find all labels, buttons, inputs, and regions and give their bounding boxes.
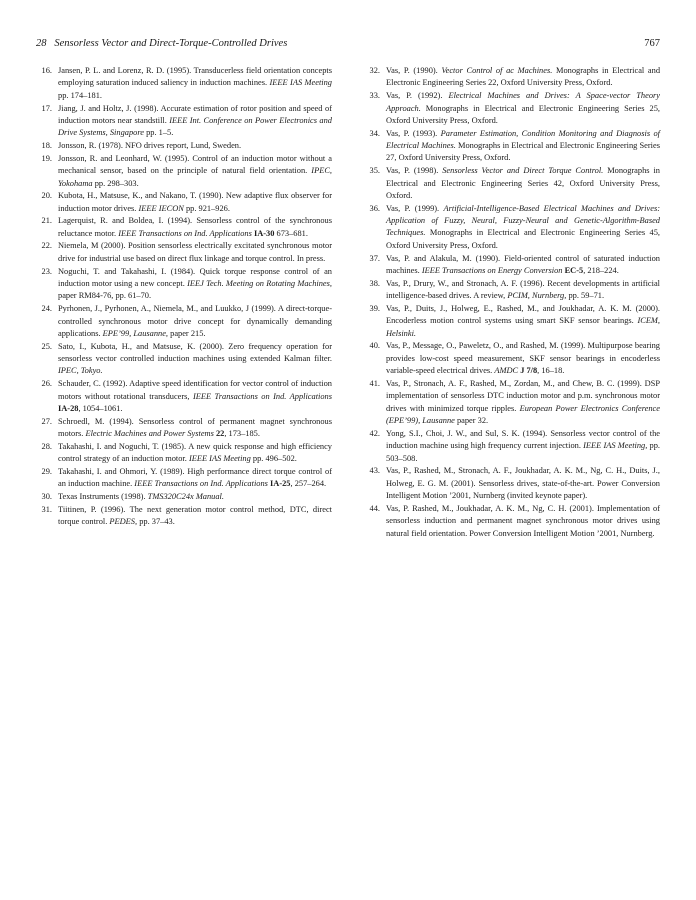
reference-number: 30. (41, 491, 52, 501)
reference-text: Vas, P., Duits, J., Holweg, E., Rashed, M., and Joukhadar, A. K. M. (2000). Encoderless motion control systems using smart SKF sensor bearings. (386, 303, 660, 326)
reference-text: , 16–18. (537, 366, 565, 376)
reference-text: IEEE IAS Meeting, (583, 441, 648, 451)
reference-entry (36, 103, 332, 140)
reference-text: Monographs in Electrical and Electronic Engineering Series 25, Oxford University Press, Oxford. (386, 103, 660, 125)
reference-text: Schauder, C. (1992). Adaptive speed identification for vector control of induction motors without rotational transducers, (58, 379, 332, 401)
references-column-left (36, 65, 332, 529)
reference-text: IEEE IECON (138, 203, 184, 213)
reference-text: Vas, P. and Alakula, M. (1990). Field-oriented control of saturated induction machines. (386, 253, 660, 275)
reference-entry (36, 491, 332, 503)
reference-text: Jonsson, R. (1978). NFO drives report, Lund, Sweden. (58, 141, 242, 151)
reference-text: , 1054–1061. (78, 403, 123, 413)
reference-text: Artificial-Intelligence-Based Electrical Machines and Drives: Application of Fuzzy, Neural, Fuzzy-Neural and Genetic-Algorithm-Based Techniques. (386, 203, 660, 238)
reference-text: pp. 1–5. (143, 128, 174, 138)
reference-text: EPE’99, Lausanne, (102, 328, 169, 338)
chapter-title: Sensorless Vector and Direct-Torque-Controlled Drives (54, 38, 288, 49)
reference-text: Jonsson, R. and Leonhard, W. (1995). Control of an induction motor without a mechanical sensor, based on the principle of natural field orientation. (58, 153, 332, 176)
reference-entry (36, 266, 332, 303)
reference-entry (364, 203, 660, 253)
reference-text: IPEC, Yokohama (58, 166, 332, 188)
reference-text: Monographs in Electrical and Electronic Engineering Series 27, Oxford University Press, Oxford. (386, 141, 660, 163)
reference-text: IEEE Int. Conference on Power Electronics and Drive Systems, Singapore (58, 115, 332, 138)
reference-entry (36, 378, 332, 415)
reference-text: TMS320C24x Manual. (147, 491, 224, 501)
references-column-right (364, 65, 660, 540)
reference-entry (364, 303, 660, 340)
reference-text: Electric Machines and Power Systems (85, 429, 214, 439)
reference-text: IA-28 (58, 403, 79, 413)
reference-entry (364, 340, 660, 377)
reference-text: Sensorless Vector and Direct Torque Control. (442, 166, 604, 176)
reference-number: 42. (369, 428, 380, 438)
reference-number: 36. (369, 203, 380, 213)
reference-entry (36, 303, 332, 340)
reference-text: Lagerquist, R. and Boldea, I. (1994). Sensorless control of the synchronous reluctance motor. (58, 216, 332, 238)
reference-text: Tiitinen, P. (1996). The next generation motor control method, DTC, direct torque control. (58, 504, 332, 527)
chapter-number: 28 (36, 38, 47, 49)
reference-text: Vas, P., Stronach, A. F., Rashed, M., Zordan, M., and Chew, B. C. (1999). DSP implementation of sensorless DTC induction motor and p.m. synchronous motor drives with minimized torque ripples. (386, 378, 660, 413)
reference-number: 34. (369, 128, 380, 138)
reference-text: Yong, S.I., Choi, J. W., and Sul, S. K. (1994). Sensorless vector control of the induction machine using high frequency current injection. (386, 428, 660, 451)
reference-number: 39. (369, 303, 380, 313)
reference-text: Vas, P. Rashed, M., Joukhadar, A. K. M., Ng, C. H. (2001). Implementation of sensorless induction and permanent magnet synchronous motor drives using natural field orientation. Power Conversion Intelligent Motion ’2001, Nurnberg. (386, 503, 660, 538)
reference-number: 35. (369, 166, 380, 176)
reference-number: 33. (369, 91, 380, 101)
reference-text: , 173–185. (224, 429, 260, 439)
page-number: 767 (644, 38, 660, 49)
reference-number: 29. (41, 466, 52, 476)
reference-number: 21. (41, 216, 52, 226)
reference-number: 16. (41, 66, 52, 75)
reference-text: AMDC (494, 366, 519, 376)
reference-entry (364, 253, 660, 278)
reference-text: Vas, P. (1990). (386, 66, 442, 75)
reference-entry (364, 428, 660, 465)
reference-text: Takahashi, I. and Noguchi, T. (1985). A new quick response and high efficiency control strategy of an induction motor. (58, 441, 332, 464)
reference-text: Electrical Machines and Drives: A Space-vector Theory Approach. (386, 91, 660, 113)
reference-text: 22 (215, 429, 225, 439)
reference-text: pp. 921–926. (183, 203, 230, 213)
reference-entry (36, 215, 332, 240)
reference-text: Vas, P. (1993). (386, 128, 441, 138)
reference-text: paper 32. (454, 416, 489, 426)
reference-text: Schroedl, M. (1994). Sensorless control of permanent magnet synchronous motors. (58, 416, 332, 439)
reference-entry (364, 465, 660, 502)
reference-entry (36, 341, 332, 378)
reference-text: Pyrhonen, J., Pyrhonen, A., Niemela, M., and Luukko, J (1999). A direct-torque-controlled synchronous motor drive concept for dynamically demanding applications. (58, 304, 332, 338)
reference-number: 19. (41, 153, 52, 163)
reference-text: PEDES, (109, 517, 138, 527)
reference-text: Vas, P. (1992). (386, 91, 449, 101)
reference-entry (364, 165, 660, 202)
reference-entry (36, 140, 332, 152)
reference-text: Sato, I., Kubota, H., and Matsuse, K. (2000). Zero frequency operation for sensorless vector controlled induction machines using extended Kalman filter. (58, 341, 332, 364)
reference-text: IEEJ Tech. Meeting on Rotating Machines, (187, 278, 332, 288)
reference-entry (36, 240, 332, 265)
reference-text: Vas, P. (1998). (386, 166, 443, 176)
reference-entry (36, 153, 332, 190)
reference-text: Noguchi, T. and Takahashi, I. (1984). Quick torque response control of an induction motor using a new concept. (58, 266, 332, 288)
reference-text: Vas, P., Drury, W., and Stronach, A. F. (1996). Recent developments in artificial intelligence-based drives. A review, (386, 278, 660, 301)
reference-number: 18. (41, 141, 52, 151)
reference-text: J 7/8 (520, 366, 538, 376)
reference-entry (364, 90, 660, 127)
reference-number: 25. (41, 341, 52, 351)
reference-text: Takahashi, I. and Ohmori, Y. (1989). High performance direct torque control of an induction machine. (58, 466, 332, 489)
reference-number: 17. (41, 103, 52, 113)
reference-number: 38. (369, 278, 380, 288)
reference-number: 32. (369, 66, 380, 75)
reference-text: Monographs in Electrical and Electronic Engineering Series 45, Oxford University Press, Oxford. (386, 228, 660, 250)
reference-number: 27. (41, 416, 52, 426)
reference-number: 26. (41, 379, 52, 389)
reference-text: EC-5 (564, 265, 584, 275)
reference-text: Texas Instruments (1998). (58, 491, 148, 501)
reference-text: Vas, P., Message, O., Paweletz, O., and Rashed, M. (1999). Multipurpose bearing provides low-cost speed measurement, SKF sensor bearings in encoderless variable-speed electrical drives. (386, 341, 660, 376)
reference-number: 41. (369, 378, 380, 388)
reference-text: Vas, P. (1999). (386, 203, 444, 213)
reference-text: Parameter Estimation, Condition Monitoring and Diagnosis of Electrical Machines. (386, 128, 660, 151)
reference-number: 37. (369, 253, 380, 263)
reference-number: 40. (369, 341, 380, 351)
reference-entry (364, 278, 660, 303)
reference-text: paper 215. (168, 328, 206, 338)
reference-number: 43. (369, 466, 380, 476)
reference-number: 24. (41, 304, 52, 314)
reference-text: IEEE IAS Meeting (188, 454, 251, 464)
reference-text: IEEE Transactions on Energy Conversion (421, 265, 563, 275)
reference-text: European Power Electronics Conference (EPE’99), Lausanne (386, 403, 660, 426)
reference-number: 44. (369, 503, 380, 513)
reference-number: 28. (41, 441, 52, 451)
reference-entry (36, 190, 332, 215)
reference-text: IEEE IAS Meeting (269, 78, 332, 88)
reference-number: 31. (41, 504, 52, 514)
reference-text: , 218–224. (583, 265, 619, 275)
reference-text: Vector Control of ac Machines. (441, 66, 553, 75)
reference-entry (36, 441, 332, 466)
reference-entry (36, 65, 332, 102)
reference-text: , 257–264. (290, 479, 327, 489)
reference-entry (364, 65, 660, 90)
reference-entry (36, 504, 332, 529)
reference-text: paper RM84-76, pp. 61–70. (58, 291, 152, 301)
reference-text: ICEM, Helsinki. (386, 316, 660, 338)
reference-text: IA-30 (253, 228, 275, 238)
reference-entry (36, 466, 332, 491)
reference-entry (364, 128, 660, 165)
reference-text: 673–681. (274, 228, 308, 238)
reference-entry (364, 378, 660, 428)
reference-text: Kubota, H., Matsuse, K., and Nakano, T. (1990). New adaptive flux observer for induction motor drives. (58, 191, 332, 213)
reference-entry (36, 416, 332, 441)
reference-text: IPEC, Tokyo. (58, 366, 103, 376)
reference-text: IEEE Transactions on Ind. Applications (134, 479, 268, 489)
reference-number: 23. (41, 266, 52, 276)
running-header (36, 38, 660, 52)
reference-text: IEEE Transactions on Ind. Applications (192, 391, 332, 401)
reference-number: 20. (41, 191, 52, 201)
reference-text: Monographs in Electrical and Electronic Engineering Series 42, Oxford University Press, Oxford. (386, 166, 660, 200)
reference-text: pp. 298–303. (92, 178, 139, 188)
reference-text: Vas, P., Rashed, M., Stronach, A. F., Joukhadar, A. K. M., Ng, C. H., Duits, J., Holweg, E. G. M. (2001). Sensorless drives, state-of-the-art. Power Conversion Intelligent Motion ’2001, Nurnberg (invited keynote paper). (386, 466, 660, 501)
reference-text: pp. 174–181. (58, 90, 102, 100)
reference-text: PCIM, Nurnberg, (507, 291, 567, 301)
reference-text: pp. 37–43. (137, 517, 175, 527)
reference-text: pp. 496–502. (250, 454, 297, 464)
header-chapter-title (36, 38, 287, 49)
reference-text: pp. 503–508. (386, 441, 660, 463)
reference-text: Niemela, M (2000). Position sensorless electrically excitated synchronous motor drive for industrial use based on direct flux linkage and torque control. In press. (58, 241, 332, 263)
reference-text: IA-25 (270, 479, 291, 489)
reference-text: Jiang, J. and Holtz, J. (1998). Accurate estimation of rotor position and speed of induction motors near standstill. (58, 103, 332, 125)
reference-text: pp. 59–71. (566, 291, 605, 301)
reference-text: IEEE Transactions on Ind. Applications (118, 228, 252, 238)
reference-entry (364, 503, 660, 540)
reference-text: Jansen, P. L. and Lorenz, R. D. (1995). Transducerless field orientation concepts employing saturation induced saliency in induction machines. (58, 66, 332, 88)
reference-number: 22. (41, 241, 52, 251)
reference-text: Monographs in Electrical and Electronic Engineering Series 22, Oxford University Press, Oxford. (386, 66, 661, 88)
